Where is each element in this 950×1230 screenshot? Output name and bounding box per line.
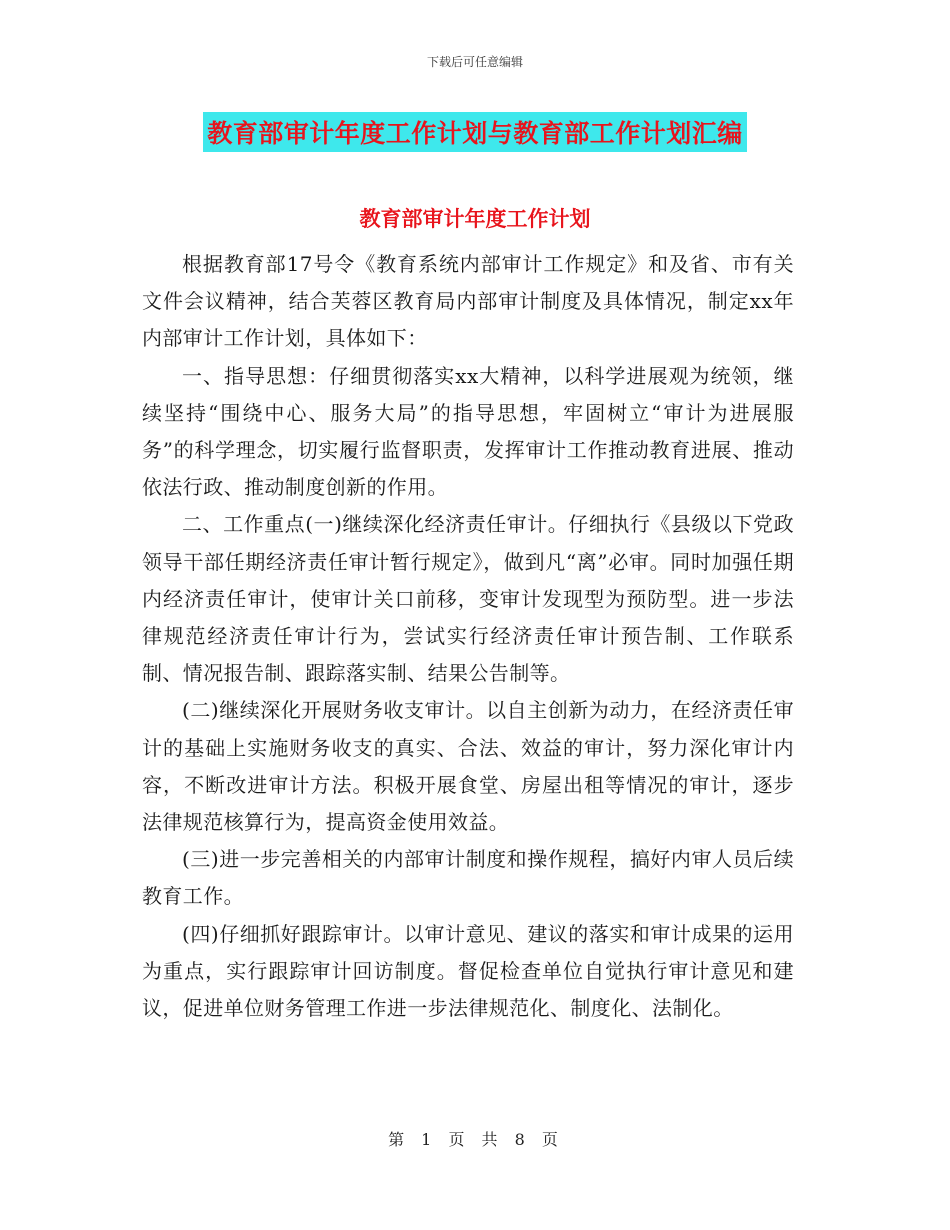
- paragraph-guiding-ideology: 一、指导思想：仔细贯彻落实xx大精神，以科学进展观为统领，继续坚持“围绕中心、服务大局”的指导思想，牢固树立“审计为进展服务”的科学理念，切实履行监督职责，发挥审计工作推动教育进展、推动依法行政、推动制度创新的作用。: [142, 363, 794, 500]
- paragraph-work-focus: 二、工作重点(一)继续深化经济责任审计。仔细执行《县级以下党政领导干部任期经济责任审计暂行规定》，做到凡“离”必审。同时加强任期内经济责任审计，使审计关口前移，变审计发现型为预防型。进一步法律规范经济责任审计行为，尝试实行经济责任审计预告制、工作联系制、情况报告制、跟踪落实制、结果公告制等。: [142, 512, 794, 686]
- paragraph-follow-up-audit: (四)仔细抓好跟踪审计。以审计意见、建议的落实和审计成果的运用为重点，实行跟踪审计回访制度。督促检查单位自觉执行审计意见和建议，促进单位财务管理工作进一步法律规范化、制度化、法制化。: [142, 921, 794, 1021]
- header-note: 下载后可任意编辑: [426, 55, 523, 69]
- page-footer: 第 1 页 共 8 页: [388, 1130, 562, 1149]
- section-title: 教育部审计年度工作计划: [359, 207, 591, 231]
- document-title: 教育部审计年度工作计划与教育部工作计划汇编: [203, 112, 747, 152]
- paragraph-financial-audit: (二)继续深化开展财务收支审计。以自主创新为动力，在经济责任审计的基础上实施财务收支的真实、合法、效益的审计，努力深化审计内容，不断改进审计方法。积极开展食堂、房屋出租等情况的审计，逐步法律规范核算行为，提高资金使用效益。: [142, 698, 794, 835]
- document-title-container: [0, 112, 950, 152]
- body-text: [142, 246, 794, 1027]
- paragraph-intro: 根据教育部17号令《教育系统内部审计工作规定》和及省、市有关文件会议精神，结合芙蓉区教育局内部审计制度及具体情况，制定xx年内部审计工作计划，具体如下：: [142, 252, 794, 351]
- paragraph-internal-rules: (三)进一步完善相关的内部审计制度和操作规程，搞好内审人员后续教育工作。: [142, 847, 794, 909]
